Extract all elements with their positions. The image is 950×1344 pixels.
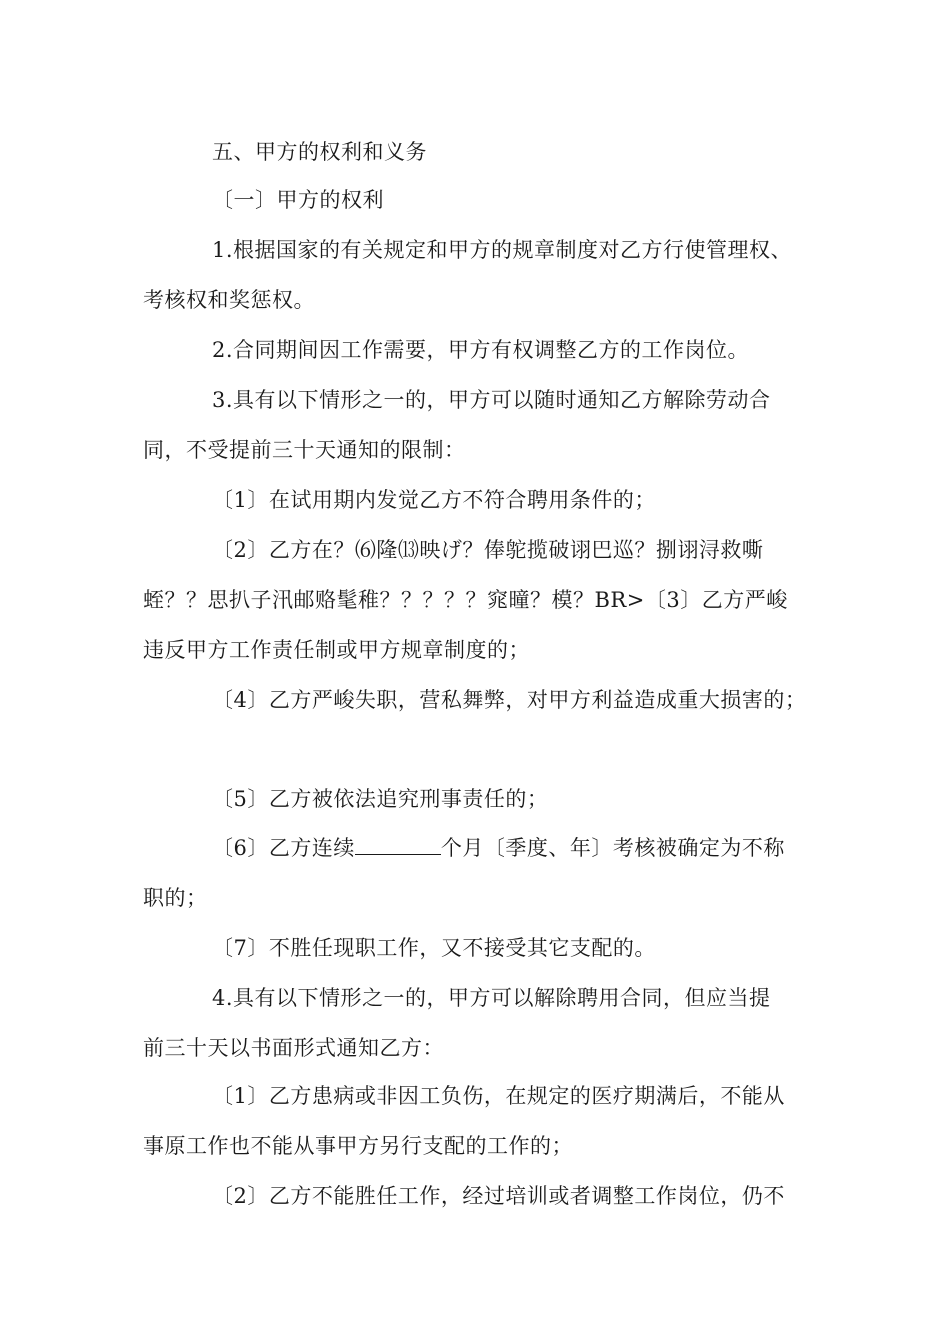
subsection-heading: 〔一〕甲方的权利 xyxy=(212,188,384,212)
list-item-text: 〔6〕乙方连续 xyxy=(212,836,355,860)
list-item: 〔1〕在试用期内发觉乙方不符合聘用条件的； xyxy=(212,488,656,512)
fill-in-blank xyxy=(355,836,441,855)
section-heading: 五、甲方的权利和义务 xyxy=(212,140,427,164)
paragraph-line: 3.具有以下情形之一的，甲方可以随时通知乙方解除劳动合 xyxy=(212,388,771,412)
list-item-text: 个月〔季度、年〕考核被确定为不称 xyxy=(440,836,785,860)
list-item-continuation: 违反甲方工作责任制或甲方规章制度的； xyxy=(143,638,530,662)
paragraph-line: 2.合同期间因工作需要，甲方有权调整乙方的工作岗位。 xyxy=(212,338,750,362)
list-item: 〔4〕乙方严峻失职，营私舞弊，对甲方利益造成重大损害的； xyxy=(212,688,807,712)
paragraph-line: 同，不受提前三十天通知的限制： xyxy=(143,438,466,462)
list-item: 〔7〕不胜任现职工作，又不接受其它支配的。 xyxy=(212,936,656,960)
paragraph-line: 前三十天以书面形式通知乙方： xyxy=(143,1036,444,1060)
list-item: 〔1〕乙方患病或非因工负伤，在规定的医疗期满后，不能从 xyxy=(212,1084,785,1108)
list-item-continuation: 职的； xyxy=(143,886,208,910)
list-item-continuation: 蛭？？思扒子汛邮赂髦稚？？？？？窕曈？模？BR>〔3〕乙方严峻 xyxy=(143,588,788,612)
list-item xyxy=(212,834,785,862)
paragraph-line: 考核权和奖惩权。 xyxy=(143,288,315,312)
list-item: 〔2〕乙方不能胜任工作，经过培训或者调整工作岗位，仍不 xyxy=(212,1184,785,1208)
list-item: 〔2〕乙方在？⑹隆⒀映げ？俸鸵揽破诩巴巡？捌诩浔救嘶 xyxy=(212,538,764,562)
list-item-continuation: 事原工作也不能从事甲方另行支配的工作的； xyxy=(143,1134,573,1158)
paragraph-line: 4.具有以下情形之一的，甲方可以解除聘用合同，但应当提 xyxy=(212,986,771,1010)
paragraph-line: 1.根据国家的有关规定和甲方的规章制度对乙方行使管理权、 xyxy=(212,238,793,262)
list-item: 〔5〕乙方被依法追究刑事责任的； xyxy=(212,787,549,811)
